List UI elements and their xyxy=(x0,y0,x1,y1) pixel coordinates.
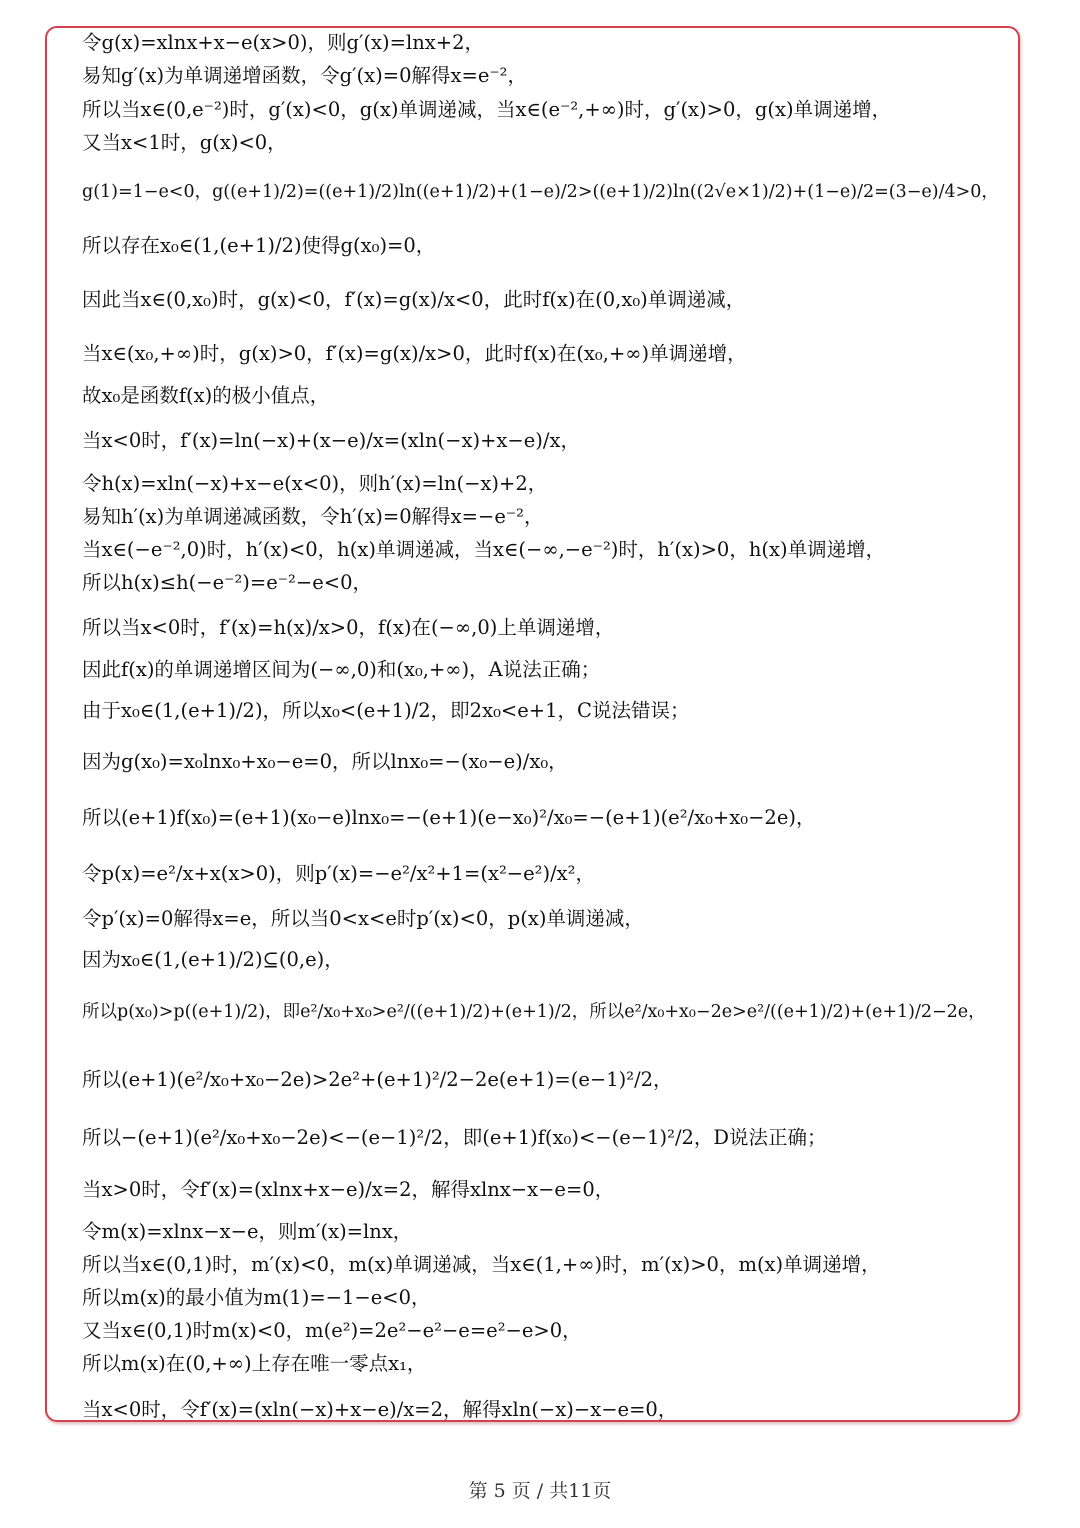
text-line: 故x₀是函数f(x)的极小值点， xyxy=(82,384,330,407)
text-line: 令p(x)=e²/x+x(x>0)，则p′(x)=−e²/x²+1=(x²−e²)/x²， xyxy=(82,862,595,885)
text-line: 令h(x)=xln(−x)+x−e(x<0)，则h′(x)=ln(−x)+2， xyxy=(82,472,548,495)
text-line: 所以当x<0时，f′(x)=h(x)/x>0，f(x)在(−∞,0)上单调递增， xyxy=(82,616,615,639)
text-line: 又当x∈(0,1)时m(x)<0，m(e²)=2e²−e²−e=e²−e>0， xyxy=(82,1319,582,1342)
text-line: 所以p(x₀)>p((e+1)/2)，即e²/x₀+x₀>e²/((e+1)/2)+(e+1)/2，所以e²/x₀+x₀−2e>e²/((e+1)/2)+(e+1)/2−2e， xyxy=(82,1002,986,1022)
text-line: 所以(e+1)(e²/x₀+x₀−2e)>2e²+(e+1)²/2−2e(e+1)=(e−1)²/2， xyxy=(82,1068,673,1091)
page-footer: 第 5 页 / 共11页 xyxy=(468,1480,612,1502)
text-line: 当x<0时，令f′(x)=(xln(−x)+x−e)/x=2，解得xln(−x)−x−e=0， xyxy=(82,1398,678,1421)
text-line: 由于x₀∈(1,(e+1)/2)，所以x₀<(e+1)/2，即2x₀<e+1，C说法错误； xyxy=(82,699,690,722)
text-line: 令m(x)=xlnx−x−e，则m′(x)=lnx， xyxy=(82,1220,413,1243)
text-line: 所以当x∈(0,e⁻²)时，g′(x)<0，g(x)单调递减，当x∈(e⁻²,+∞)时，g′(x)>0，g(x)单调递增， xyxy=(82,98,892,121)
text-line: 当x>0时，令f′(x)=(xlnx+x−e)/x=2，解得xlnx−x−e=0， xyxy=(82,1178,615,1201)
text-line: 当x<0时，f′(x)=ln(−x)+(x−e)/x=(xln(−x)+x−e)/x， xyxy=(82,429,580,452)
text-line: 所以m(x)在(0,+∞)上存在唯一零点x₁， xyxy=(82,1352,427,1375)
text-line: 又当x<1时，g(x)<0， xyxy=(82,131,287,154)
text-line: g(1)=1−e<0，g((e+1)/2)=((e+1)/2)ln((e+1)/2)+(1−e)/2>((e+1)/2)ln((2√e×1)/2)+(1−e)/2=(3−e)/4>0， xyxy=(82,182,999,202)
text-line: 所以h(x)≤h(−e⁻²)=e⁻²−e<0， xyxy=(82,571,372,594)
text-line: 令g(x)=xlnx+x−e(x>0)，则g′(x)=lnx+2， xyxy=(82,31,484,54)
text-line: 所以−(e+1)(e²/x₀+x₀−2e)<−(e−1)²/2，即(e+1)f(x₀)<−(e−1)²/2，D说法正确； xyxy=(82,1126,827,1149)
text-line: 所以(e+1)f(x₀)=(e+1)(x₀−e)lnx₀=−(e+1)(e−x₀)²/x₀=−(e+1)(e²/x₀+x₀−2e)， xyxy=(82,806,816,829)
text-line: 易知h′(x)为单调递减函数，令h′(x)=0解得x=−e⁻²， xyxy=(82,505,544,528)
text-line: 当x∈(x₀,+∞)时，g(x)>0，f′(x)=g(x)/x>0，此时f(x)在(x₀,+∞)单调递增， xyxy=(82,342,747,365)
text-line: 所以存在x₀∈(1,(e+1)/2)使得g(x₀)=0， xyxy=(82,234,436,257)
text-line: 当x∈(−e⁻²,0)时，h′(x)<0，h(x)单调递减，当x∈(−∞,−e⁻²)时，h′(x)>0，h(x)单调递增， xyxy=(82,538,886,561)
text-line: 所以m(x)的最小值为m(1)=−1−e<0， xyxy=(82,1286,431,1309)
text-line: 易知g′(x)为单调递增函数，令g′(x)=0解得x=e⁻²， xyxy=(82,64,527,87)
text-line: 令p′(x)=0解得x=e，所以当0<x<e时p′(x)<0，p(x)单调递减， xyxy=(82,907,644,930)
text-line: 因此f(x)的单调递增区间为(−∞,0)和(x₀,+∞)，A说法正确； xyxy=(82,658,601,681)
text-line: 因为g(x₀)=x₀lnx₀+x₀−e=0，所以lnx₀=−(x₀−e)/x₀， xyxy=(82,750,568,773)
text-line: 因此当x∈(0,x₀)时，g(x)<0，f′(x)=g(x)/x<0，此时f(x)在(0,x₀)单调递减， xyxy=(82,288,746,311)
text-line: 所以当x∈(0,1)时，m′(x)<0，m(x)单调递减，当x∈(1,+∞)时，m′(x)>0，m(x)单调递增， xyxy=(82,1253,881,1276)
text-line: 因为x₀∈(1,(e+1)/2)⊆(0,e)， xyxy=(82,948,344,971)
